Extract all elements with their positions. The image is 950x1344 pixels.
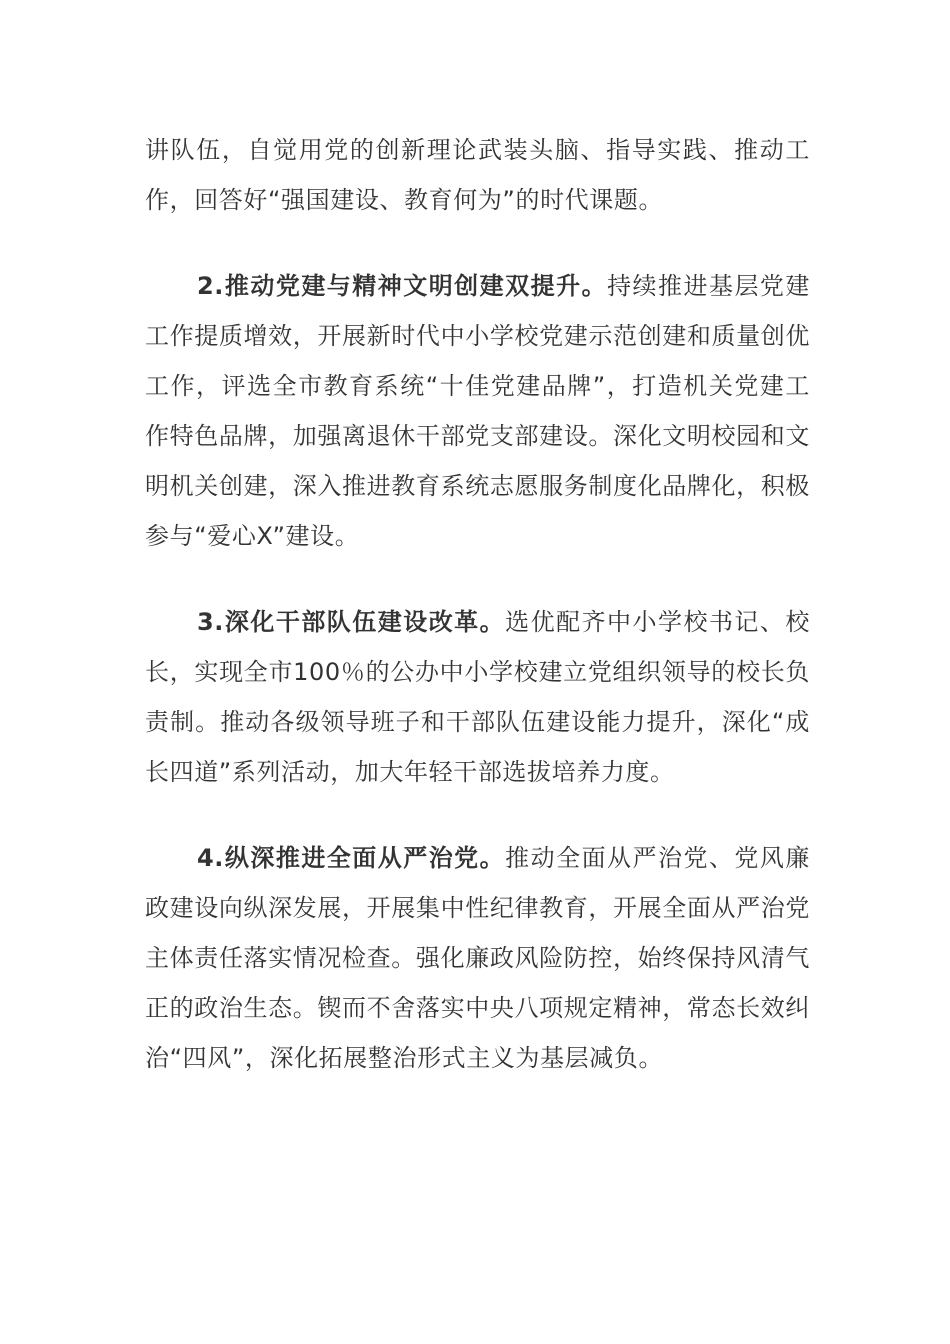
paragraph-text: 持续推进基层党建工作提质增效，开展新时代中小学校党建示范创建和质量创优工作，评选全市教育系统“十佳党建品牌”，打造机关党建工作特色品牌，加强离退休干部党支部建设。深化文明校园和文明机关创建，深入推进教育系统志愿服务制度化品牌化，积极参与“爱心X”建设。 [145, 272, 811, 550]
paragraph-text: 选优配齐中小学校书记、校长，实现全市100％的公办中小学校建立党组织领导的校长负责制。推动各级领导班子和干部队伍建设能力提升，深化“成长四道”系列活动，加大年轻干部选拔培养力度。 [145, 608, 810, 786]
paragraph-heading: 4.纵深推进全面从严治党。 [197, 844, 506, 872]
paragraph-text: 推动全面从严治党、党风廉政建设向纵深发展，开展集中性纪律教育，开展全面从严治党主体责任落实情况检查。强化廉政风险防控，始终保持风清气正的政治生态。锲而不舍落实中央八项规定精神，常态长效纠治“四风”，深化拓展整治形式主义为基层减负。 [145, 844, 810, 1072]
paragraph-text: 讲队伍，自觉用党的创新理论武装头脑、指导实践、推动工作，回答好“强国建设、教育何为”的时代课题。 [145, 136, 810, 214]
document-body [145, 125, 810, 1083]
paragraph-item-4 [145, 833, 810, 1083]
paragraph-item-2 [145, 261, 810, 561]
paragraph-continuation [145, 125, 810, 225]
paragraph-heading: 3.深化干部队伍建设改革。 [197, 608, 506, 636]
paragraph-item-3 [145, 597, 810, 797]
paragraph-heading: 2.推动党建与精神文明创建双提升。 [197, 272, 608, 300]
